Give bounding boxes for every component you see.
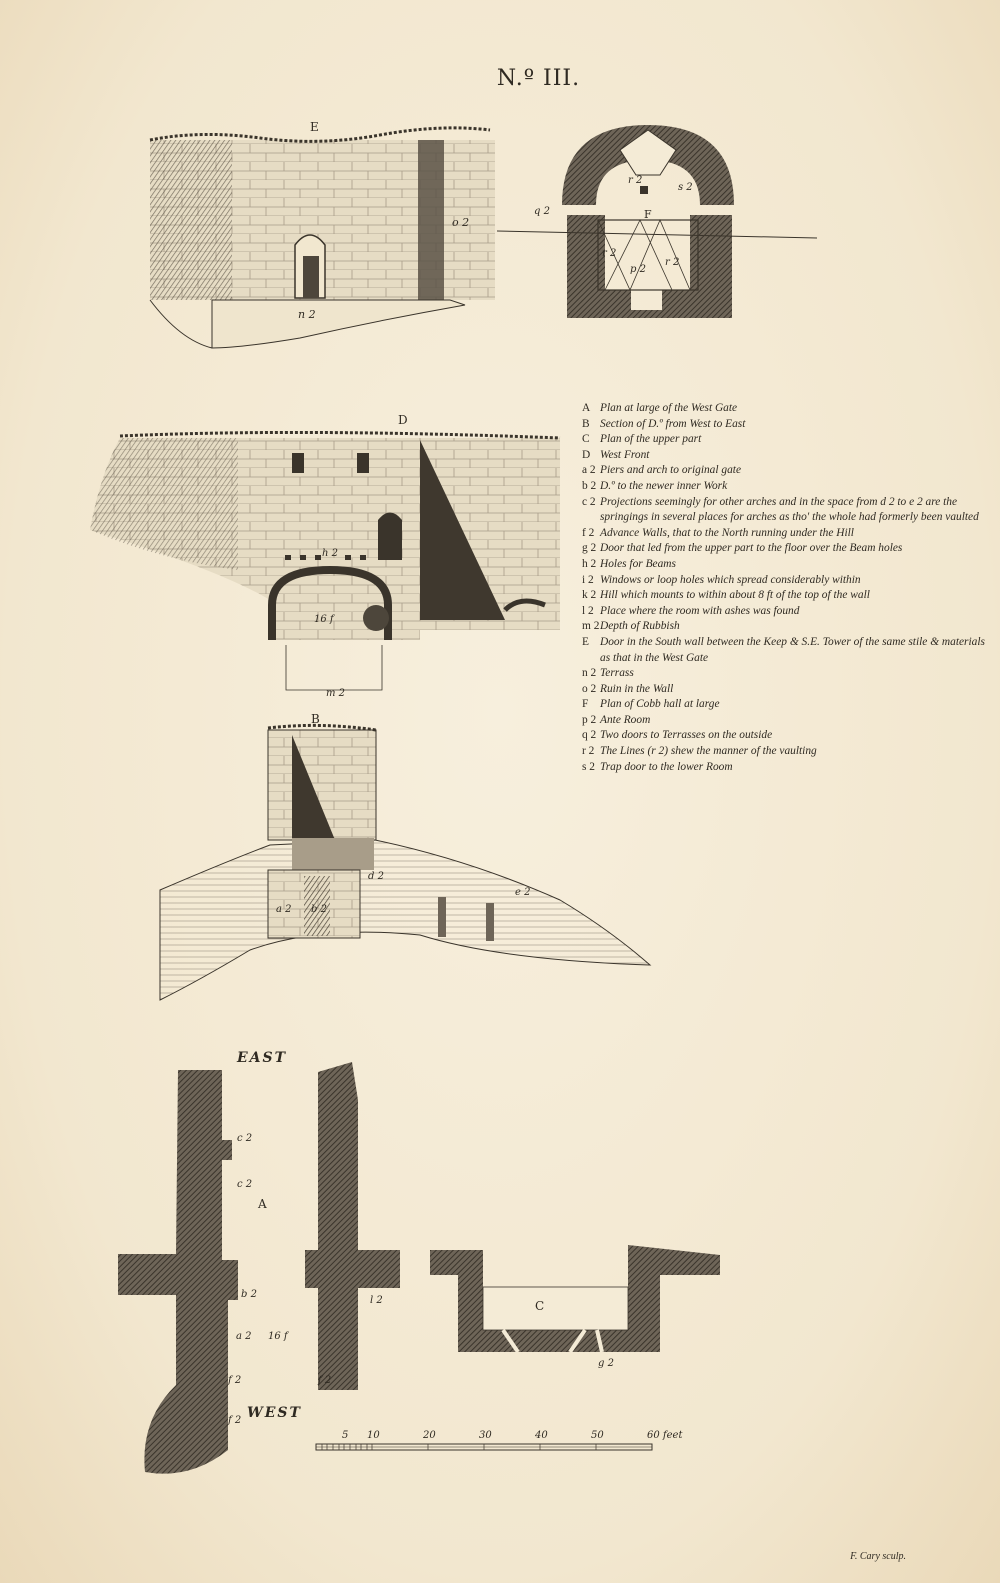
figure-b-section-drawing [160,725,650,1000]
figure-b-label-e2: e 2 [515,887,531,898]
engraver-signature: F. Cary sculp. [850,1551,906,1562]
figure-c-letter: C [535,1299,545,1313]
legend-text: Piers and arch to original gate [600,464,742,477]
figure-b-label-b2: b 2 [311,904,327,915]
figure-e-label-n2: n 2 [298,308,316,321]
legend-key: f 2 [582,526,595,539]
legend-item [582,495,992,526]
legend-item [582,463,992,479]
legend-text: Door in the South wall between the Keep & S.E. Tower of the same stile & materials as that in the West Gate [600,635,985,664]
legend-item [582,635,992,666]
figure-a-label-f2: f 2 [228,1375,242,1386]
legend-text: West Front [600,448,650,461]
legend-key: c 2 [582,495,596,508]
legend-item [582,417,992,433]
legend-key: h 2 [582,557,597,570]
scale-tick-30: 30 [479,1430,492,1441]
scale-tick-60-feet: 60 feet [647,1430,683,1441]
legend-text: D.º to the newer inner Work [600,479,728,492]
figure-b-letter: B [311,712,320,726]
figure-d-label-m2: m 2 [326,688,346,699]
figure-c-plan-drawing [430,1245,720,1352]
legend-text: Ante Room [600,713,651,726]
scale-tick-20: 20 [423,1430,436,1441]
figure-e-letter: E [310,120,319,134]
scale-tick-50: 50 [591,1430,604,1441]
figure-a-west-label: WEST [247,1405,302,1421]
legend-item [582,588,992,604]
legend-text: Place where the room with ashes was found [600,604,800,617]
legend-item [582,479,992,495]
figure-a-east-label: EAST [237,1050,288,1066]
figure-d-label-16f: 16 f [314,614,334,625]
legend-key: r 2 [582,745,595,758]
legend-item [582,526,992,542]
legend-item [582,697,992,713]
legend-item [582,728,992,744]
legend-text: Door that led from the upper part to the floor over the Beam holes [600,542,903,555]
legend-key: a 2 [582,464,596,477]
legend-key: i 2 [582,573,594,586]
legend-key: g 2 [582,542,597,555]
legend-key: p 2 [582,713,597,726]
legend-text: Advance Walls, that to the North running under the Hill [600,526,854,539]
legend [582,401,992,775]
legend-key: b 2 [582,479,597,492]
figure-f-plan-drawing [497,125,817,318]
legend-text: Plan at large of the West Gate [600,402,738,414]
figure-f-label-s2: s 2 [678,182,693,193]
legend-item [582,573,992,589]
figure-a-label-b2: b 2 [241,1289,257,1300]
figure-f-label-r2: r 2 [628,175,643,186]
legend-text: Ruin in the Wall [600,682,674,695]
figure-d-letter: D [398,413,408,427]
legend-key: D [582,448,591,461]
legend-text: The Lines (r 2) shew the manner of the vaulting [600,745,817,758]
scale-tick-10: 10 [367,1430,380,1441]
legend-text: Holes for Beams [600,557,676,570]
legend-key: s 2 [582,760,595,773]
figure-f-label-p2: p 2 [630,264,646,275]
legend-item [582,448,992,464]
legend-key: m 2 [582,620,600,633]
figure-a-label-16f: 16 f [268,1331,288,1342]
legend-item [582,682,992,698]
figure-a-label-f2b: f 2 [228,1415,242,1426]
figure-f-label-q2: q 2 [534,206,550,217]
legend-text: Two doors to Terrasses on the outside [600,729,773,742]
legend-text: Plan of the upper part [600,433,702,446]
legend-key: F [582,698,589,711]
legend-text: Terrass [600,667,634,680]
legend-text: Hill which mounts to within about 8 ft of the top of the wall [600,589,870,602]
legend-key: C [582,433,590,446]
legend-key: q 2 [582,729,597,742]
legend-key: B [582,417,590,430]
figure-d-label-h2: h 2 [322,548,338,559]
plate-title: N.º III. [496,66,581,91]
legend-item [582,604,992,620]
legend-key: A [582,402,591,414]
scale-tick-40: 40 [535,1430,548,1441]
legend-item [582,744,992,760]
scale-bar [316,1444,652,1450]
legend-text: Windows or loop holes which spread considerably within [600,573,861,586]
legend-key: l 2 [582,604,594,617]
figure-a-label-f2c: f 2 [318,1375,332,1386]
legend-text: Section of D.º from West to East [600,417,746,430]
figure-a-label-l2: l 2 [370,1295,383,1306]
figure-f-letter: F [644,208,652,221]
figure-b-label-a2: a 2 [276,904,292,915]
figure-a-label-a2: a 2 [236,1331,252,1342]
legend-item [582,666,992,682]
legend-item [582,557,992,573]
figure-a-label-c2b: c 2 [237,1179,253,1190]
figure-a-letter: A [258,1197,267,1211]
legend-key: E [582,635,589,648]
legend-item [582,760,992,776]
legend-text: Depth of Rubbish [600,620,680,633]
legend-item [582,401,992,417]
figure-b-label-d2: d 2 [368,871,384,882]
figure-e-label-o2: o 2 [452,216,470,229]
legend-item [582,713,992,729]
figure-f-label-r2b: r 2 [602,248,617,259]
legend-key: n 2 [582,667,597,680]
figure-d-west-front-drawing [90,432,560,690]
legend-key: k 2 [582,589,597,602]
legend-item [582,541,992,557]
figure-f-label-r2c: r 2 [665,257,680,268]
scale-tick-5: 5 [342,1430,349,1441]
legend-text: Plan of Cobb hall at large [600,698,720,711]
legend-item [582,432,992,448]
figure-c-label-g2: g 2 [598,1358,614,1369]
figure-e-door-drawing [150,128,495,348]
legend-text: Trap door to the lower Room [600,760,733,773]
legend-text: Projections seemingly for other arches and in the space from d 2 to e 2 are the springings in several places for arches as tho' the whole had formerly been vaulted [600,495,979,524]
figure-a-label-c2: c 2 [237,1133,253,1144]
legend-key: o 2 [582,682,597,695]
legend-item [582,619,992,635]
